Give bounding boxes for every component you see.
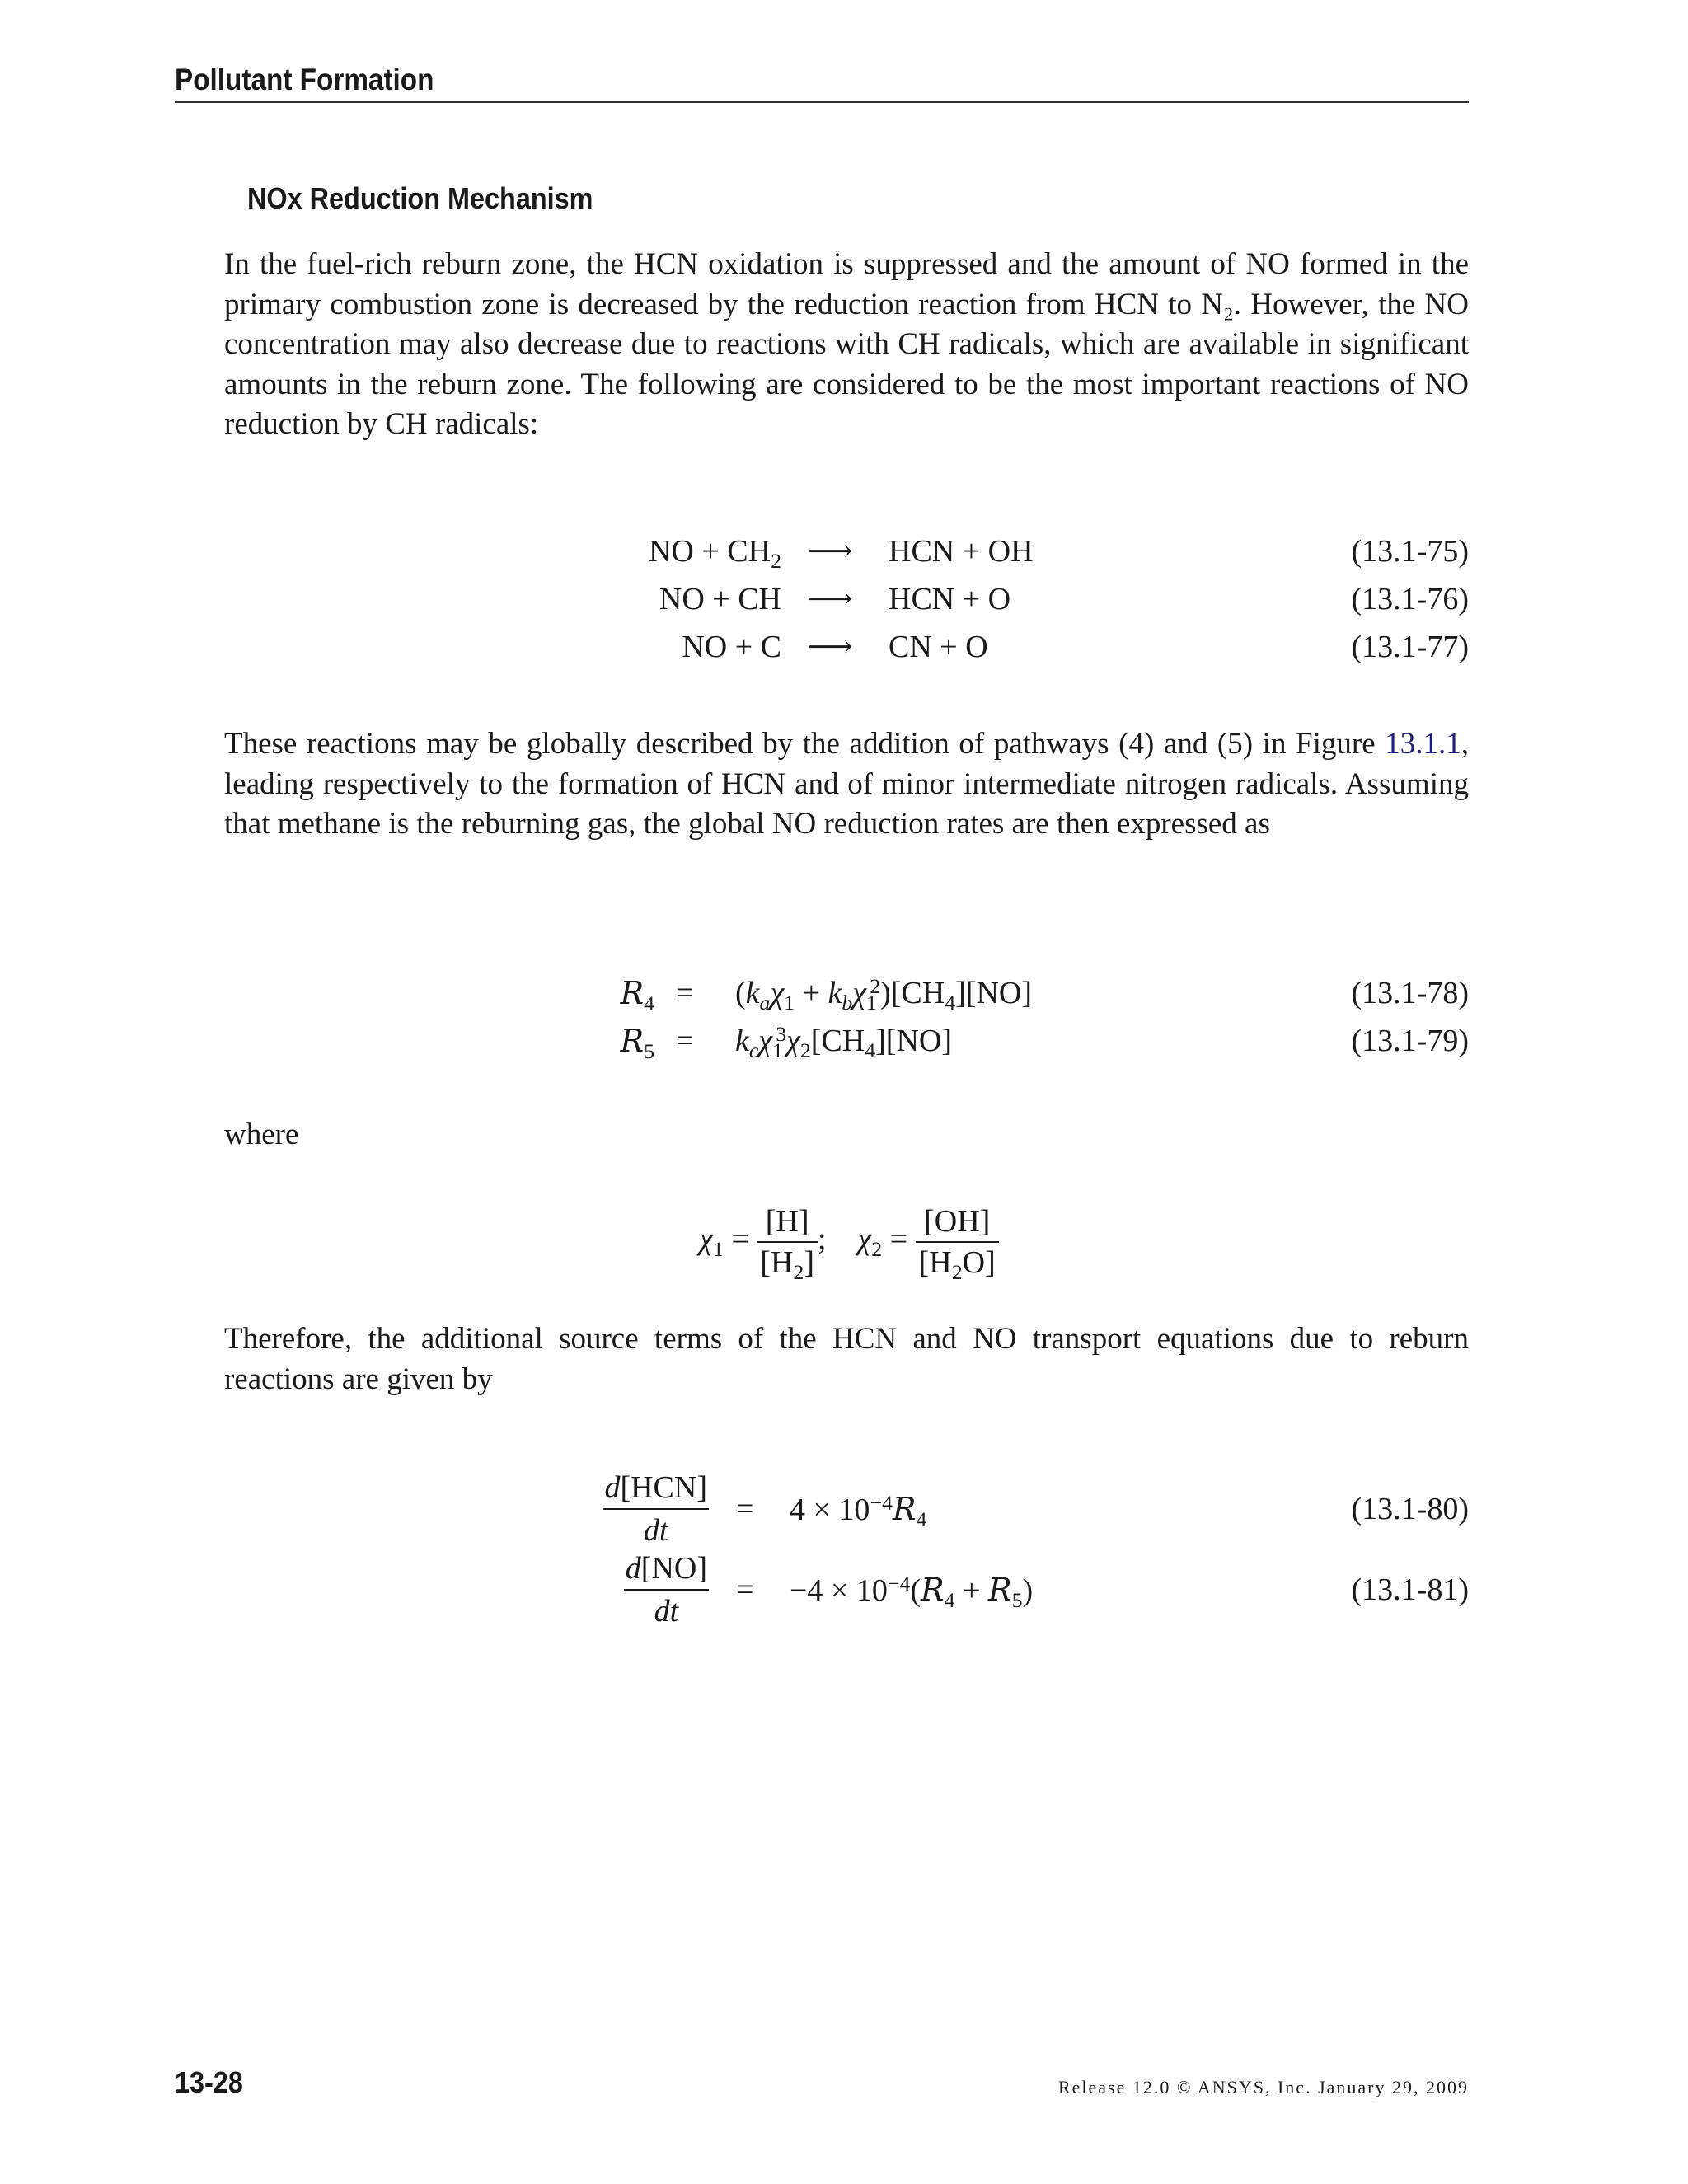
paragraph-text: , leading respectively to the formation of HCN and of minor intermediate nitrogen radicals. Assuming that methane is the reburning gas, the global NO reduction rates are then expressed as: [224, 727, 1469, 841]
page-number: 13-28: [175, 2065, 243, 2099]
equation-rhs: $(k_a\chi_1 + k_b\chi_1^2)[CH_4][NO]$: [735, 974, 1032, 1015]
equation-lhs: $R_4$: [620, 975, 654, 1016]
equation-number: (13.1-76): [1351, 582, 1469, 616]
rate-equations: [0, 971, 1469, 1070]
page-header-title: Pollutant Formation: [175, 63, 434, 96]
equation-13-1-80: [0, 1467, 1469, 1553]
equation-number: (13.1-79): [1351, 1024, 1469, 1058]
arrow-icon: ⟶: [808, 534, 853, 569]
reaction-equations: [0, 529, 1469, 677]
arrow-icon: ⟶: [808, 630, 853, 664]
equals-sign: =: [676, 976, 694, 1010]
release-footer: Release 12.0 © ANSYS, Inc. January 29, 2009: [1057, 2077, 1469, 2097]
fraction-oh-over-h2o: $\frac{[OH]}{[H_2O]}$: [916, 1202, 999, 1282]
equals-sign: =: [736, 1492, 754, 1526]
equation-number: (13.1-75): [1351, 534, 1469, 569]
equals-sign: =: [736, 1572, 754, 1607]
equation-lhs: $R_5$: [620, 1023, 654, 1064]
arrow-icon: ⟶: [808, 582, 853, 616]
equation-rhs: $4 \times 10^{-4}R_4$: [790, 1491, 927, 1532]
chi-definitions: $\chi_1$ = $\frac{[H]}{[H_2]}$ ; $\chi_2$ = $\frac{[OH]}{[H_2O]}$: [0, 1202, 1688, 1282]
equation-rhs: $k_c\chi_1^3\chi_2[CH_4][NO]$: [735, 1022, 952, 1063]
equation-rhs: HCN + O: [889, 582, 1011, 616]
paragraph-source-terms: Therefore, the additional source terms of the HCN and NO transport equations due to reburn reactions are given by: [224, 1322, 1469, 1396]
equation-rhs: $-4 \times 10^{-4}(R_4 + R_5)$: [790, 1572, 1034, 1613]
equation-13-1-79: [0, 1019, 1469, 1063]
paragraph-reburn-intro: In the fuel-rich reburn zone, the HCN oxidation is suppressed and the amount of NO formed in the primary combustion zone is decreased by the reduction reaction from HCN to N₂. However, the NO concentration may also decrease due to reactions with CH radicals, which are available in significant amounts in the reburn zone. The following are considered to be the most important reactions of NO reduction by CH radicals:: [224, 247, 1469, 441]
equation-13-1-75: [0, 529, 1469, 574]
fraction-dno-dt: d[NO] dt: [624, 1548, 709, 1632]
fraction-h-over-h2: $\frac{[H]}{[H_2]}$: [757, 1202, 818, 1282]
equation-13-1-77: [0, 625, 1469, 669]
equation-13-1-81: [0, 1548, 1469, 1633]
section-heading: NOx Reduction Mechanism: [247, 181, 593, 215]
equals-sign: =: [676, 1024, 694, 1058]
paragraph-pathways: [224, 724, 1469, 845]
paragraph-where: where: [224, 1118, 299, 1151]
equation-rhs: CN + O: [889, 630, 988, 664]
equation-lhs: NO + $CH_2$: [648, 534, 781, 574]
fraction-dhcn-dt: d[HCN] dt: [603, 1467, 709, 1551]
header-rule: [175, 101, 1469, 103]
equation-lhs: NO + CH: [659, 582, 781, 616]
paragraph-text: These reactions may be globally described by the addition of pathways (4) and (5) in Figure: [224, 727, 1386, 761]
equation-number: (13.1-78): [1351, 976, 1469, 1010]
equation-lhs: NO + C: [682, 630, 781, 664]
equation-13-1-76: [0, 577, 1469, 621]
equation-13-1-78: [0, 971, 1469, 1015]
equation-number: (13.1-77): [1351, 630, 1469, 664]
source-equations: [0, 1467, 1469, 1640]
equation-rhs: HCN + OH: [889, 534, 1034, 569]
figure-link[interactable]: 13.1.1: [1385, 727, 1461, 761]
equation-number: (13.1-81): [1351, 1572, 1469, 1607]
equation-number: (13.1-80): [1351, 1492, 1469, 1526]
